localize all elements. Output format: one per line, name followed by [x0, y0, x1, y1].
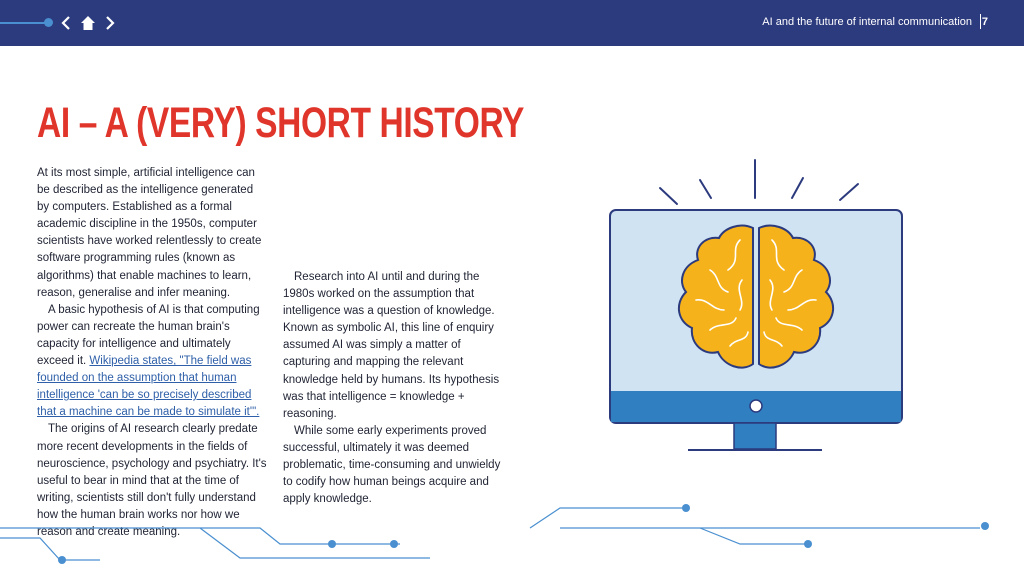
circuit-node — [682, 504, 690, 512]
header-bar — [0, 0, 1024, 46]
chevron-left-icon — [60, 11, 72, 35]
power-button-icon — [750, 400, 762, 412]
paragraph-intro: At its most simple, artificial intelligence can be described as the intelligence generated by computers. Established as a formal academic discipline in the 1950s, computer scientists have worked relentlessly to create software programming rules (known as algorithms) that enable machines to learn, reason, generalise and infer meaning. — [37, 167, 262, 299]
circuit-node — [804, 540, 812, 548]
wikipedia-link[interactable]: Wikipedia states, "The field was founded on the assumption that human intelligence 'can be so precisely described that a machine can be made to simulate it'". — [37, 355, 260, 419]
idea-rays — [660, 160, 858, 204]
back-button[interactable] — [56, 11, 76, 35]
document-title: AI and the future of internal communication — [762, 16, 972, 28]
home-button[interactable] — [78, 11, 98, 35]
circuit-node — [390, 540, 398, 548]
page-title: AI – A (VERY) SHORT HISTORY — [37, 99, 525, 147]
paragraph-symbolic-ai: Research into AI until and during the 1980s worked on the assumption that intelligence was a question of knowledge. Known as symbolic AI, this line of enquiry assumed AI was simply a matter of capturing and mapping the relevant knowledge held by humans. Its hypothesis was that intelligence = knowledge + reasoning. — [283, 271, 500, 420]
chevron-right-icon — [104, 11, 116, 35]
paragraph-experiments: While some early experiments proved successful, ultimately it was deemed problematic, time-consuming and unwieldy to codify how human beings acquire and apply knowledge. — [283, 424, 501, 506]
circuit-node — [981, 522, 989, 530]
brain-on-monitor-icon — [600, 150, 920, 460]
circuit-node — [328, 540, 336, 548]
forward-button[interactable] — [100, 11, 120, 35]
home-icon — [78, 11, 98, 35]
nav-line-decoration — [0, 22, 46, 24]
paragraph-hypothesis-text: A basic hypothesis of AI is that computing power can recreate the human brain's capacity for intelligence and ultimately exceed it. — [37, 303, 260, 368]
circuit-node — [58, 556, 66, 564]
paragraph-origins: The origins of AI research clearly predate more recent developments in the fields of neuroscience, psychology and psychiatry. It's useful to bear in mind that at the time of writing, scientists still don't fully understand how the human brain works nor how we reason and create meaning. — [37, 423, 267, 538]
monitor-stand — [734, 423, 776, 449]
header-divider — [980, 14, 981, 29]
paragraph-hypothesis — [37, 302, 267, 422]
circuit-lines-decoration — [0, 480, 1024, 576]
nav-dot-decoration — [44, 18, 53, 27]
text-column-right — [283, 165, 508, 508]
page-number: 7 — [981, 16, 988, 28]
